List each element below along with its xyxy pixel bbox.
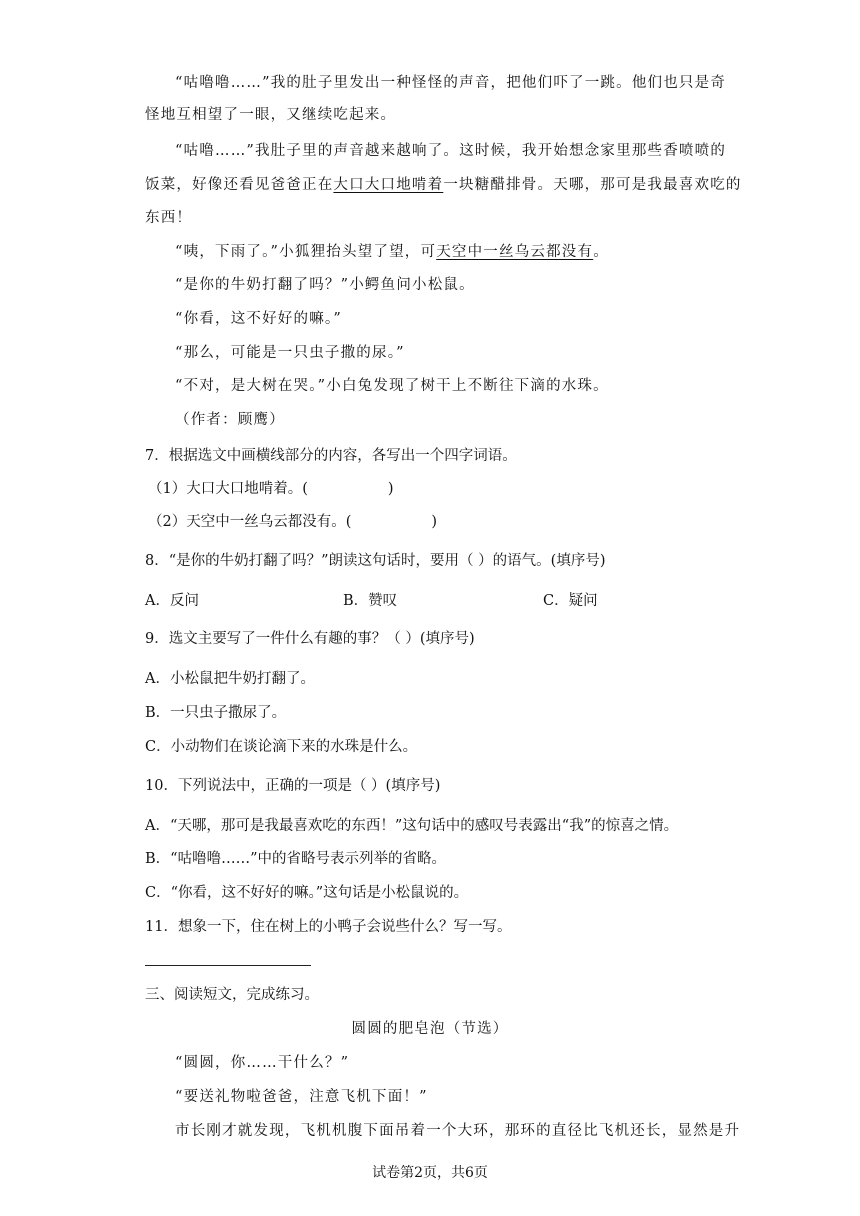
page-footer: 试卷第2页，共6页 [372, 1165, 488, 1181]
underlined-phrase-1: 大口大口地啃着 [333, 177, 444, 193]
question-10-option-a[interactable]: A．“天哪，那可是我最喜欢吃的东西！”这句话中的感叹号表露出“我”的惊喜之情。 [145, 818, 679, 834]
story-text: 一块糖醋排骨。天哪，那可是我最喜欢吃的 [443, 177, 742, 193]
story-paragraph-3 [175, 242, 609, 262]
passage-line-2: “要送礼物啦爸爸，注意飞机下面！” [175, 1089, 428, 1105]
question-9-option-a[interactable]: A．小松鼠把牛奶打翻了。 [145, 671, 315, 687]
question-10-option-c[interactable]: C．“你看，这不好好的嘛。”这句话是小松鼠说的。 [145, 885, 469, 901]
question-7-sub-1 [148, 479, 394, 499]
question-9-stem: 9．选文主要写了一件什么有趣的事？（ ）(填序号) [145, 631, 475, 647]
question-11-stem: 11．想象一下，住在树上的小鸭子会说些什么？写一写。 [145, 919, 512, 935]
story-paragraph-5: “你看，这不好好的嘛。” [175, 311, 342, 327]
sub-question-text: （1）大口大口地啃着。( [148, 481, 308, 497]
story-paragraph-2-line-1: “咕噜……”我肚子里的声音越来越响了。这时候，我开始想念家里那些香喷喷的 [175, 143, 727, 159]
question-7-sub-2 [148, 512, 437, 532]
story-paragraph-1-line-1: “咕噜噜……”我的肚子里发出一种怪怪的声音，把他们吓了一跳。他们也只是奇 [175, 75, 727, 91]
question-8-option-a[interactable]: A．反问 [145, 593, 199, 609]
question-8-option-b[interactable]: B．赞叹 [343, 593, 398, 609]
story-paragraph-1-line-2: 怪地互相望了一眼，又继续吃起来。 [145, 107, 397, 123]
underlined-phrase-2: 天空中一丝乌云都没有 [436, 244, 594, 260]
question-8-option-c[interactable]: C．疑问 [543, 593, 598, 609]
section-3-heading: 三、阅读短文，完成练习。 [145, 987, 319, 1003]
story-author: （作者：顾鹰） [175, 412, 285, 428]
passage-line-1: “圆圆，你……干什么？” [175, 1055, 350, 1071]
question-7-stem: 7．根据选文中画横线部分的内容，各写出一个四字词语。 [145, 448, 517, 464]
question-10-stem: 10．下列说法中，正确的一项是（ ）(填序号) [145, 778, 441, 794]
question-9-option-b[interactable]: B．一只虫子撒尿了。 [145, 705, 287, 721]
closing-paren: ) [387, 481, 394, 497]
story-text: 。 [593, 244, 609, 260]
story-paragraph-6: “那么，可能是一只虫子撒的尿。” [175, 345, 405, 361]
closing-paren: ) [431, 514, 438, 530]
story-paragraph-2-line-3: 东西！ [145, 210, 193, 226]
story-paragraph-7: “不对，是大树在哭。”小白兔发现了树干上不断往下滴的水珠。 [175, 378, 609, 394]
story-paragraph-2-line-2 [145, 175, 742, 195]
question-8-stem: 8．“是你的牛奶打翻了吗？”朗读这句话时，要用（ ）的语气。(填序号) [145, 553, 606, 569]
passage-title: 圆圆的肥皂泡（节选） [351, 1021, 509, 1037]
passage-line-3: 市长刚才就发现，飞机机腹下面吊着一个大环，那环的直径比飞机还长，显然是升 [175, 1123, 741, 1139]
story-text: “咦，下雨了。”小狐狸抬头望了望，可 [175, 244, 437, 260]
question-10-option-b[interactable]: B．“咕噜噜……”中的省略号表示列举的省略。 [145, 851, 446, 867]
story-paragraph-4: “是你的牛奶打翻了吗？”小鳄鱼问小松鼠。 [175, 277, 475, 293]
question-9-option-c[interactable]: C．小动物们在谈论滴下来的水珠是什么。 [145, 739, 418, 755]
sub-question-text: （2）天空中一丝乌云都没有。( [148, 514, 352, 530]
story-text: 饭菜，好像还看见爸爸正在 [145, 177, 334, 193]
question-11-answer-line[interactable] [145, 965, 311, 966]
